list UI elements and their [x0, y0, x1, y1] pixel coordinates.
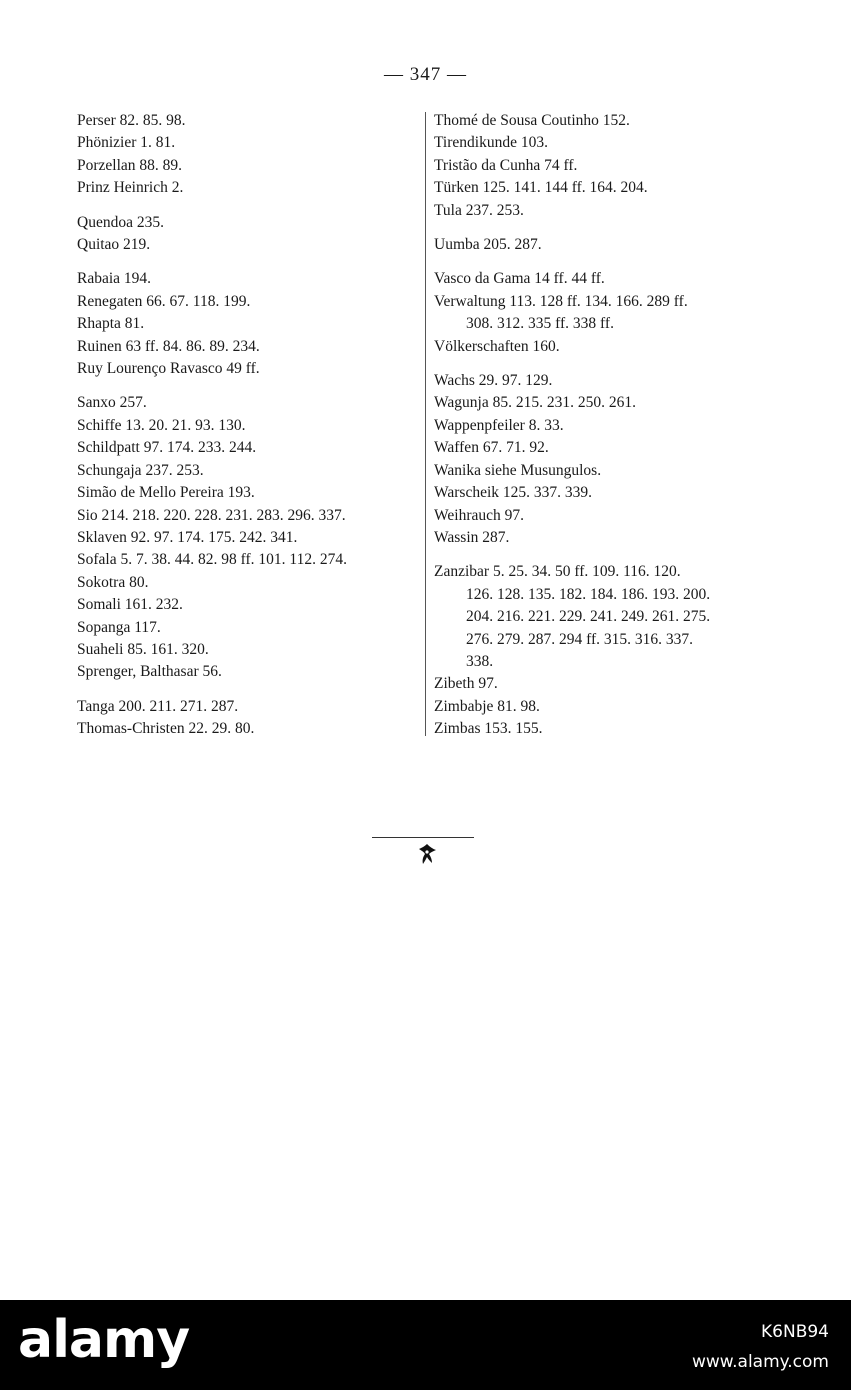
- index-entry: Wassin 287.: [434, 528, 510, 546]
- index-entry: Thomas-Christen 22. 29. 80.: [77, 720, 255, 738]
- column-divider: [425, 112, 426, 736]
- index-entry: Wachs 29. 97. 129.: [434, 372, 553, 390]
- index-entry: Suaheli 85. 161. 320.: [77, 640, 209, 658]
- index-entry-continuation: 308. 312. 335 ff. 338 ff.: [466, 315, 614, 333]
- index-entry: Sofala 5. 7. 38. 44. 82. 98 ff. 101. 112. 274.: [77, 551, 347, 569]
- site-url[interactable]: www.alamy.com: [691, 1352, 829, 1372]
- index-column-right: [434, 110, 794, 753]
- index-group: [77, 696, 417, 741]
- index-entry: Zanzibar 5. 25. 34. 50 ff. 109. 116. 120.: [434, 563, 681, 581]
- index-entry: Weihrauch 97.: [434, 506, 524, 524]
- index-group: [77, 212, 417, 257]
- page-number: — 347 —: [384, 64, 467, 85]
- index-entry: Tula 237. 253.: [434, 201, 524, 219]
- index-entry: Schiffe 13. 20. 21. 93. 130.: [77, 416, 246, 434]
- index-entry: Rhapta 81.: [77, 315, 145, 333]
- index-group: [434, 561, 794, 740]
- stock-footer-bar: [0, 1300, 851, 1390]
- index-entry: Tirendikunde 103.: [434, 134, 548, 152]
- index-entry: Perser 82. 85. 98.: [77, 112, 186, 129]
- index-entry: Waffen 67. 71. 92.: [434, 439, 549, 457]
- index-entry: Prinz Heinrich 2.: [77, 179, 184, 197]
- index-entry: Sanxo 257.: [77, 394, 147, 412]
- index-group: [77, 392, 417, 683]
- index-entry: Thomé de Sousa Coutinho 152.: [434, 112, 630, 129]
- index-entry: Ruinen 63 ff. 84. 86. 89. 234.: [77, 337, 260, 355]
- index-entry: Renegaten 66. 67. 118. 199.: [77, 292, 251, 310]
- index-entry: Rabaia 194.: [77, 270, 152, 288]
- index-entry: Wagunja 85. 215. 231. 250. 261.: [434, 394, 636, 412]
- ornament-rule: [372, 837, 474, 838]
- index-entry-continuation: 126. 128. 135. 182. 184. 186. 193. 200.: [466, 585, 711, 603]
- index-entry: Tanga 200. 211. 271. 287.: [77, 697, 239, 715]
- index-entry: Sokotra 80.: [77, 573, 149, 591]
- index-entry: Quendoa 235.: [77, 213, 164, 231]
- index-entry: Wanika siehe Musungulos.: [434, 461, 602, 479]
- index-group: [434, 110, 794, 222]
- alamy-logo: alamy: [18, 1310, 190, 1370]
- index-entry: Schungaja 237. 253.: [77, 461, 204, 479]
- index-group: [434, 234, 794, 256]
- index-entry: Sopanga 117.: [77, 618, 161, 636]
- index-entry: Ruy Lourenço Ravasco 49 ff.: [77, 360, 260, 378]
- index-entry: Porzellan 88. 89.: [77, 156, 183, 174]
- index-entry: Sklaven 92. 97. 174. 175. 242. 341.: [77, 528, 298, 546]
- image-id: K6NB94: [761, 1322, 829, 1342]
- index-entry-continuation: 338.: [466, 652, 494, 670]
- index-entry: Zimbas 153. 155.: [434, 720, 543, 738]
- index-entry: Wappenpfeiler 8. 33.: [434, 416, 564, 434]
- index-entry: Türken 125. 141. 144 ff. 164. 204.: [434, 179, 648, 197]
- index-entry: Somali 161. 232.: [77, 596, 183, 614]
- index-group: [77, 268, 417, 380]
- index-entry: Sprenger, Balthasar 56.: [77, 663, 222, 681]
- index-entry-continuation: 276. 279. 287. 294 ff. 315. 316. 337.: [466, 630, 694, 648]
- index-entry: Uumba 205. 287.: [434, 236, 542, 254]
- index-column-left: [77, 110, 417, 753]
- fleuron-icon: [416, 840, 438, 868]
- index-entry: Tristão da Cunha 74 ff.: [434, 156, 578, 174]
- index-entry: Schildpatt 97. 174. 233. 244.: [77, 439, 257, 457]
- index-entry: Vasco da Gama 14 ff. 44 ff.: [434, 270, 605, 288]
- index-group: [77, 110, 417, 200]
- index-entry: Zibeth 97.: [434, 675, 498, 693]
- index-entry: Quitao 219.: [77, 236, 151, 254]
- index-entry: Sio 214. 218. 220. 228. 231. 283. 296. 337.: [77, 506, 346, 524]
- index-entry: Zimbabje 81. 98.: [434, 697, 540, 715]
- index-entry: Völkerschaften 160.: [434, 337, 560, 355]
- index-entry: Simão de Mello Pereira 193.: [77, 484, 255, 502]
- index-group: [434, 268, 794, 358]
- index-entry: Warscheik 125. 337. 339.: [434, 484, 593, 502]
- index-entry: Verwaltung 113. 128 ff. 134. 166. 289 ff.: [434, 292, 688, 310]
- index-entry-continuation: 204. 216. 221. 229. 241. 249. 261. 275.: [466, 608, 711, 626]
- index-group: [434, 370, 794, 549]
- index-entry: Phönizier 1. 81.: [77, 134, 176, 152]
